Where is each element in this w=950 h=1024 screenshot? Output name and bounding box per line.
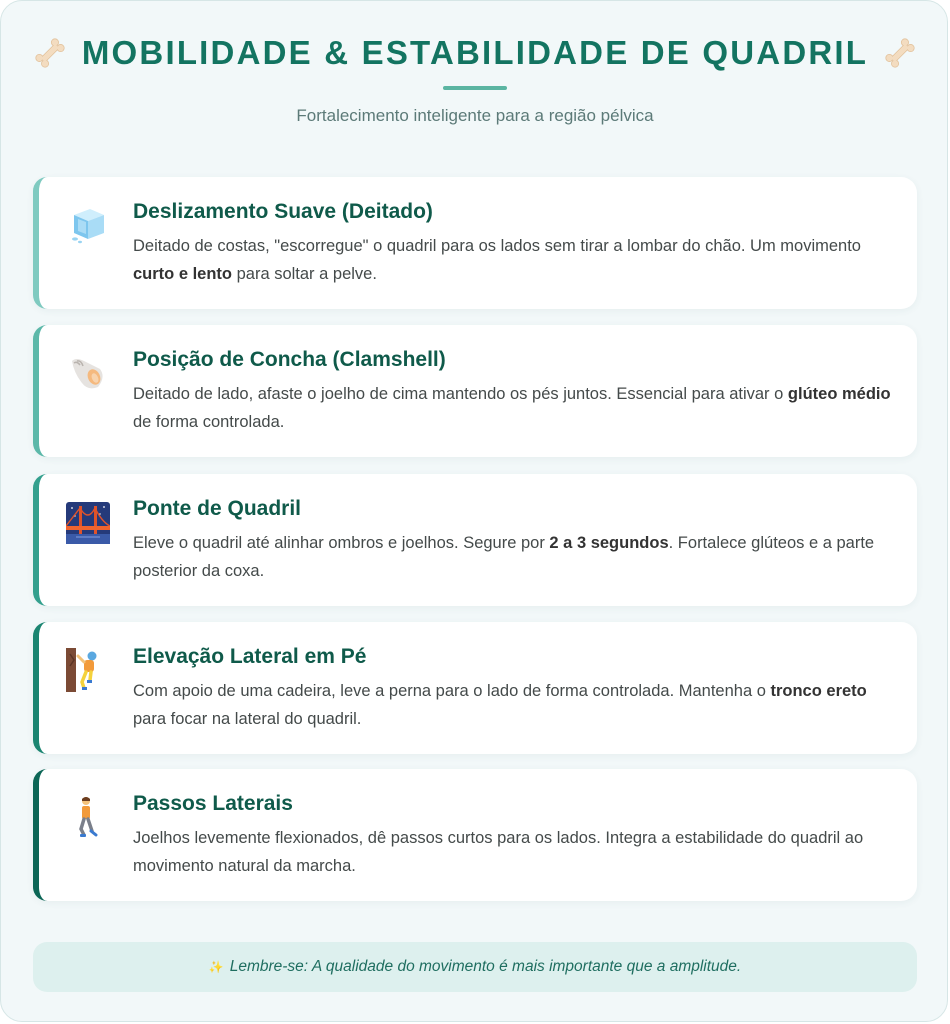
bone-icon (882, 35, 918, 71)
title-divider (443, 86, 507, 90)
reminder-banner (33, 942, 917, 992)
exercise-card (33, 177, 917, 309)
person-walking-icon (66, 795, 110, 839)
person-climbing-icon (66, 648, 110, 692)
exercise-card (33, 622, 917, 754)
bridge-at-night-icon (66, 500, 110, 544)
title-row (0, 28, 950, 78)
spiral-shell-icon (66, 351, 110, 395)
exercise-title: Passos Laterais (133, 792, 293, 815)
card-accent-bar (33, 325, 47, 457)
reminder-text: Lembre-se: A qualidade do movimento é mais importante que a amplitude. (229, 958, 742, 975)
exercise-description: Eleve o quadril até alinhar ombros e joelhos. Segure por 2 a 3 segundos. Fortalece glúteos e a parte posterior da coxa. (133, 534, 875, 580)
exercise-title: Posição de Concha (Clamshell) (133, 348, 446, 371)
exercise-title: Deslizamento Suave (Deitado) (133, 200, 433, 223)
page-title: MOBILIDADE & ESTABILIDADE DE QUADRIL (81, 34, 869, 71)
card-accent-bar (33, 622, 47, 754)
exercise-title: Ponte de Quadril (133, 497, 302, 520)
exercise-description: Joelhos levemente flexionados, dê passos curtos para os lados. Integra a estabilidade do quadril ao movimento natural da marcha. (133, 829, 864, 875)
card-accent-bar (33, 474, 47, 606)
sparkles-icon: ✨ (208, 960, 224, 974)
page-subtitle: Fortalecimento inteligente para a região pélvica (296, 106, 654, 125)
exercise-description: Com apoio de uma cadeira, leve a perna para o lado de forma controlada. Mantenha o tronco ereto para focar na lateral do quadril. (133, 682, 867, 728)
exercise-card (33, 325, 917, 457)
exercise-description: Deitado de costas, "escorregue" o quadril para os lados sem tirar a lombar do chão. Um movimento curto e lento para soltar a pelve. (133, 237, 861, 283)
bone-icon (32, 35, 68, 71)
exercise-card (33, 769, 917, 901)
ice-cube-icon (66, 203, 110, 247)
exercise-title: Elevação Lateral em Pé (133, 645, 367, 668)
exercise-description: Deitado de lado, afaste o joelho de cima mantendo os pés juntos. Essencial para ativar o glúteo médio de forma controlada. (133, 385, 891, 431)
card-accent-bar (33, 177, 47, 309)
exercise-card (33, 474, 917, 606)
card-accent-bar (33, 769, 47, 901)
header (0, 28, 950, 126)
